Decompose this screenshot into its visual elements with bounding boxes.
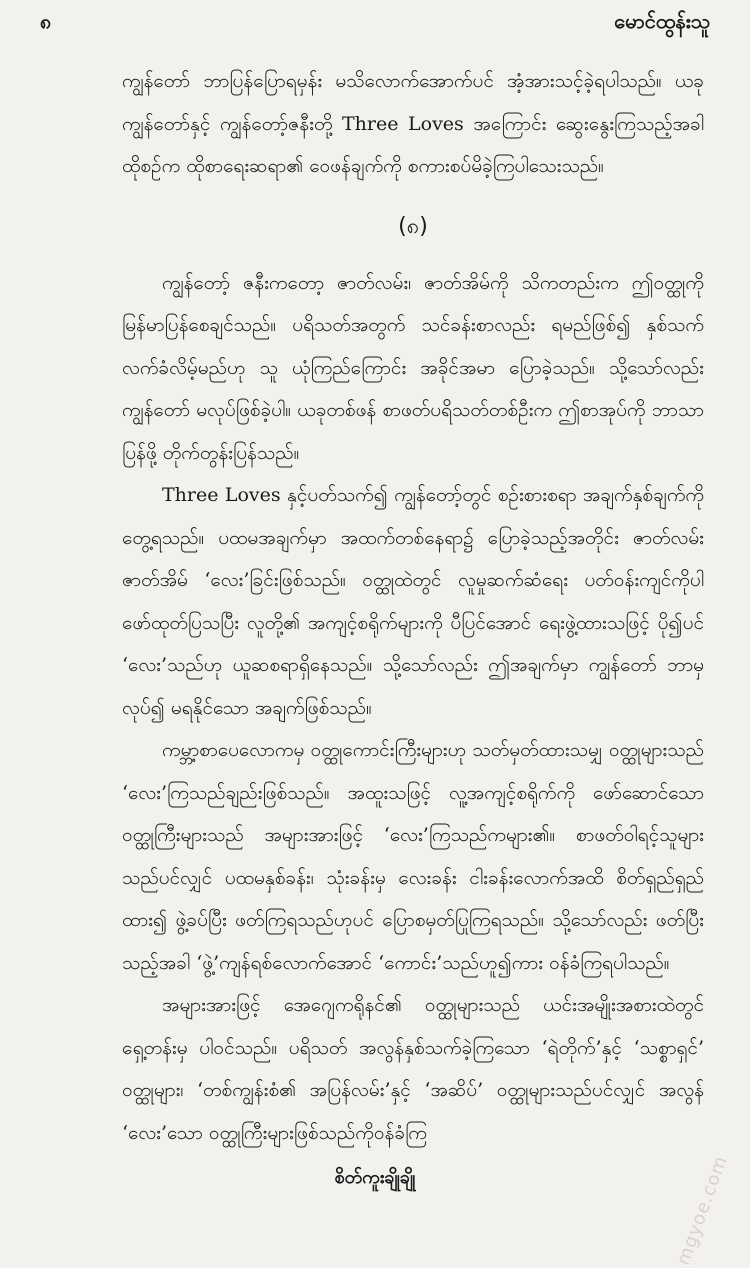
running-title: မောင်ထွန်းသူ xyxy=(614,9,710,33)
paragraph-3: Three Loves နှင့်ပတ်သက်၍ ကျွန်တော့်တွင် စဉ်းစားစရာ အချက်နှစ်ချက်ကို တွေ့ရသည်။ ပထမအချက်မှာ အထက်တစ်နေရာ၌ ပြောခဲ့သည့်အတိုင်း ဇာတ်လမ်း ဇာတ်အိမ် ‘လေး’ခြင်းဖြစ်သည်။ ဝတ္ထုထဲတွင် လူမှုဆက်ဆံရေး ပတ်ဝန်းကျင်ကိုပါ ဖော်ထုတ်ပြသပြီး လူတို့၏ အကျင့်စရိုက်များကို ပီပြင်အောင် ရေးဖွဲ့ထားသဖြင့် ပို၍ပင် ‘လေး’သည်ဟု ယူဆစရာရှိနေသည်။ သို့သော်လည်း ဤအချက်မှာ ကျွန်တော် ဘာမှလုပ်၍ မရနိုင်သော အချက်ဖြစ်သည်။ xyxy=(122,484,704,719)
paragraph-4: ကမ္ဘာ့စာပေလောကမှ ဝတ္ထုကောင်းကြီးများဟု သတ်မှတ်ထားသမျှ ဝတ္ထုများသည် ‘လေး’ကြသည်ချည်းဖြစ်သည်။ အထူးသဖြင့် လူ့အကျင့်စရိုက်ကို ဖော်ဆောင်သော ဝတ္ထုကြီးများသည် အများအားဖြင့် ‘လေး’ကြသည်ကများ၏။ စာဖတ်ဝါရင့်သူများသည်ပင်လျှင် ပထမနှစ်ခန်း၊ သုံးခန်းမှ လေးခန်း ငါးခန်းလောက်အထိ စိတ်ရှည်ရှည်ထား၍ ဖွဲ့ခပ်ပြီး ဖတ်ကြရသည်ဟုပင် ပြောစမှတ်ပြုကြရသည်။ သို့သော်လည်း ဖတ်ပြီးသည့်အခါ ‘ဖွဲ့’ကျန်ရစ်လောက်အောင် ‘ကောင်း’သည်ဟူ၍ကား ဝန်ခံကြရပါသည်။ xyxy=(122,739,704,974)
page-header xyxy=(40,6,710,40)
page-body xyxy=(122,60,704,1154)
section-number: (၈) xyxy=(398,213,428,239)
paragraph-5: အများအားဖြင့် အေဂျေကရိုနင်၏ ဝတ္ထုများသည် ယင်းအမျိုးအစားထဲတွင် ရှေ့တန်းမှ ပါဝင်သည်။ ပရိသတ် အလွန်နှစ်သက်ခဲ့ကြသော ‘ရဲတိုက်’နှင့် ‘သစ္စာရှင်’ ဝတ္ထုများ၊ ‘တစ်ကျွန်းစံ၏ အပြန်လမ်း’နှင့် ‘အဆိပ်’ ဝတ္ထုများသည်ပင်လျှင် အလွန် ‘လေး’သော ဝတ္ထုကြီးများဖြစ်သည်ကိုဝန်ခံကြ xyxy=(122,994,704,1144)
paragraph-2: ကျွန်တော့် ဇနီးကတော့ ဇာတ်လမ်း၊ ဇာတ်အိမ်ကို သိကတည်းက ဤဝတ္ထုကို မြန်မာပြန်စေချင်သည်။ ပရိသတ်အတွက် သင်ခန်းစာလည်း ရမည်ဖြစ်၍ နှစ်သက်လက်ခံလိမ့်မည်ဟု သူ ယုံကြည်ကြောင်း အခိုင်အမာ ပြောခဲ့သည်။ သို့သော်လည်း ကျွန်တော် မလုပ်ဖြစ်ခဲ့ပါ။ ယခုတစ်ဖန် စာဖတ်ပရိသတ်တစ်ဦးက ဤစာအုပ်ကို ဘာသာပြန်ဖို့ တိုက်တွန်းပြန်သည်။ xyxy=(122,271,704,464)
page-number: ၈ xyxy=(40,9,52,33)
watermark: mgyoe.com xyxy=(672,1152,732,1268)
page-footer: စိတ်ကူးချိုချို xyxy=(334,1167,416,1188)
paragraph-1: ကျွန်တော် ဘာပြန်ပြောရမှန်း မသိလောက်အောက်ပင် အံ့အားသင့်ခဲ့ရပါသည်။ ယခု ကျွန်တော်နှင့် ကျွန်တော့်ဇနီးတို့ Three Loves အကြောင်း ဆွေးနွေးကြသည့်အခါ ထိုစဉ်က ထိုစာရေးဆရာ၏ ဝေဖန်ချက်ကို စကားစပ်မိခဲ့ကြပါသေးသည်။ xyxy=(122,70,704,177)
